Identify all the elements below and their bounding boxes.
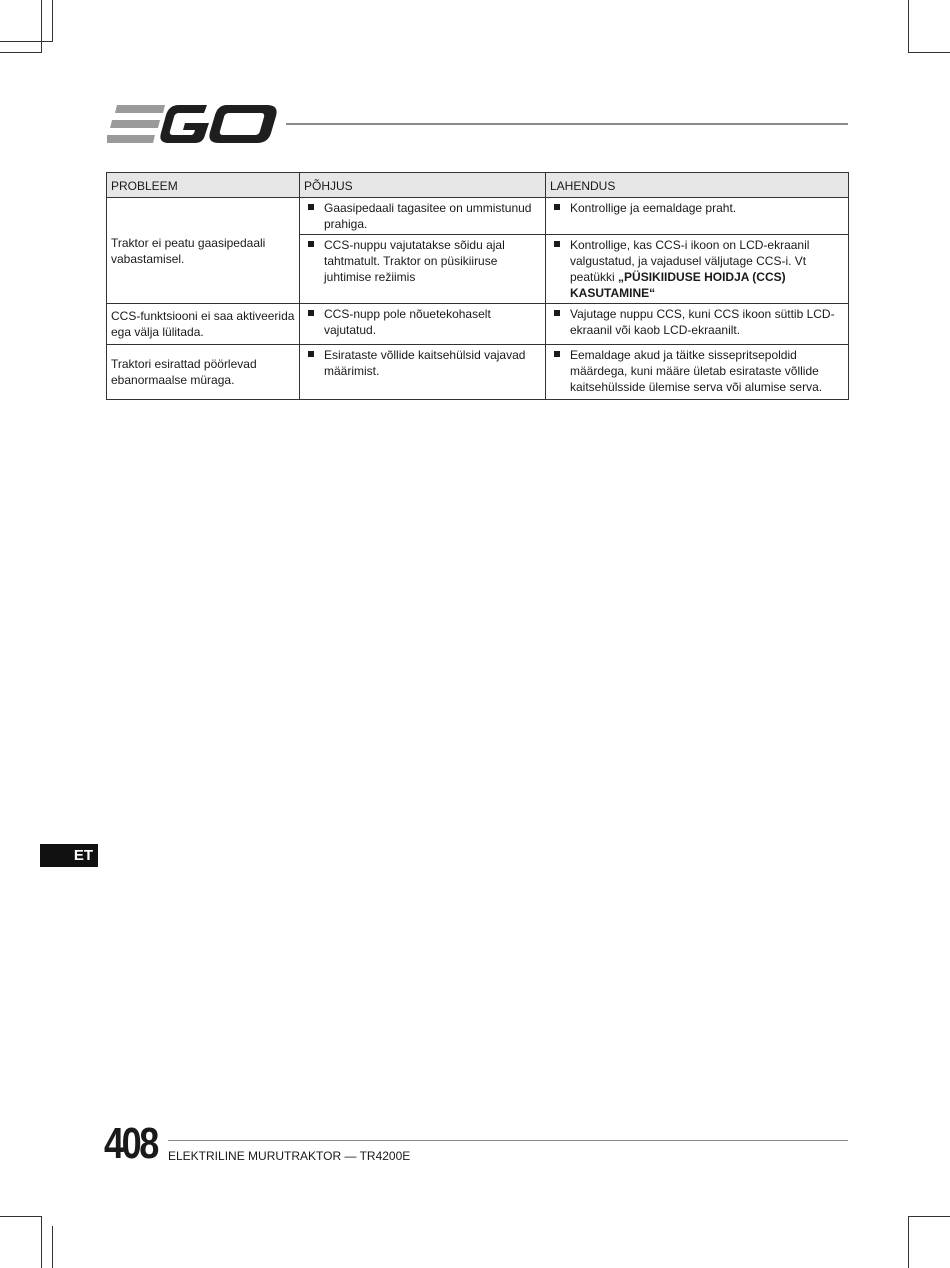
column-header-problem: PROBLEEM xyxy=(107,173,300,198)
solution-text: Vajutage nuppu CCS, kuni CCS ikoon süttib LCD-ekraanil või kaob LCD-ekraanilt. xyxy=(570,307,835,337)
chapter-reference: „PÜSIKIIDUSE HOIDJA (CCS) KASUTAMINE“ xyxy=(570,270,786,300)
crop-mark xyxy=(41,1216,42,1268)
solution-cell xyxy=(546,345,849,400)
crop-mark xyxy=(0,52,42,53)
language-tab: ET xyxy=(40,844,98,867)
bullet-square-icon xyxy=(308,204,314,210)
cause-text: Esirataste võllide kaitsehülsid vajavad määrimist. xyxy=(324,348,526,378)
bullet-square-icon xyxy=(308,310,314,316)
troubleshooting-table xyxy=(106,172,849,400)
crop-mark xyxy=(52,1226,53,1268)
table-header-row xyxy=(107,173,849,198)
footer-title: ELEKTRILINE MURUTRAKTOR — TR4200E xyxy=(168,1149,411,1163)
table-row xyxy=(107,198,849,235)
ego-logo xyxy=(107,103,277,145)
crop-mark xyxy=(0,41,52,42)
table-row xyxy=(107,345,849,400)
problem-cell: Traktor ei peatu gaasipedaali vabastamisel. xyxy=(107,198,300,304)
page-number: 408 xyxy=(104,1119,157,1168)
cause-text: Gaasipedaali tagasitee on ummistunud prahiga. xyxy=(324,201,532,231)
bullet-square-icon xyxy=(554,310,560,316)
solution-cell xyxy=(546,198,849,235)
column-header-solution: LAHENDUS xyxy=(546,173,849,198)
bullet-square-icon xyxy=(554,351,560,357)
crop-mark xyxy=(52,0,53,42)
cause-cell xyxy=(300,304,546,345)
crop-mark xyxy=(908,0,909,52)
solution-text: Kontrollige, kas CCS-i ikoon on LCD-ekraanil valgustatud, ja vajadusel väljutage CCS-i. Vt peatükki xyxy=(570,238,810,284)
crop-mark xyxy=(908,1216,909,1268)
crop-mark xyxy=(0,1216,42,1217)
cause-cell xyxy=(300,235,546,304)
crop-mark xyxy=(908,1216,950,1217)
footer-rule xyxy=(168,1140,848,1141)
table-row xyxy=(107,304,849,345)
bullet-square-icon xyxy=(308,351,314,357)
cause-text: CCS-nupp pole nõuetekohaselt vajutatud. xyxy=(324,307,491,337)
solution-text: Kontrollige ja eemaldage praht. xyxy=(570,201,737,215)
bullet-square-icon xyxy=(554,241,560,247)
header-rule xyxy=(286,123,848,125)
crop-mark xyxy=(908,52,950,53)
cause-text: CCS-nuppu vajutatakse sõidu ajal tahtmatult. Traktor on püsikiiruse juhtimise režiimis xyxy=(324,238,505,284)
solution-text: Eemaldage akud ja täitke sissepritsepoldid määrdega, kuni määre ületab esirataste võllide kaitsehülsside ülemise serva või alumise serva. xyxy=(570,348,823,394)
solution-cell xyxy=(546,235,849,304)
column-header-cause: PÕHJUS xyxy=(300,173,546,198)
problem-cell: Traktori esirattad pöörlevad ebanormaalse müraga. xyxy=(107,345,300,400)
cause-cell xyxy=(300,198,546,235)
problem-cell: CCS-funktsiooni ei saa aktiveerida ega välja lülitada. xyxy=(107,304,300,345)
bullet-square-icon xyxy=(308,241,314,247)
solution-cell xyxy=(546,304,849,345)
cause-cell xyxy=(300,345,546,400)
crop-mark xyxy=(41,0,42,52)
bullet-square-icon xyxy=(554,204,560,210)
